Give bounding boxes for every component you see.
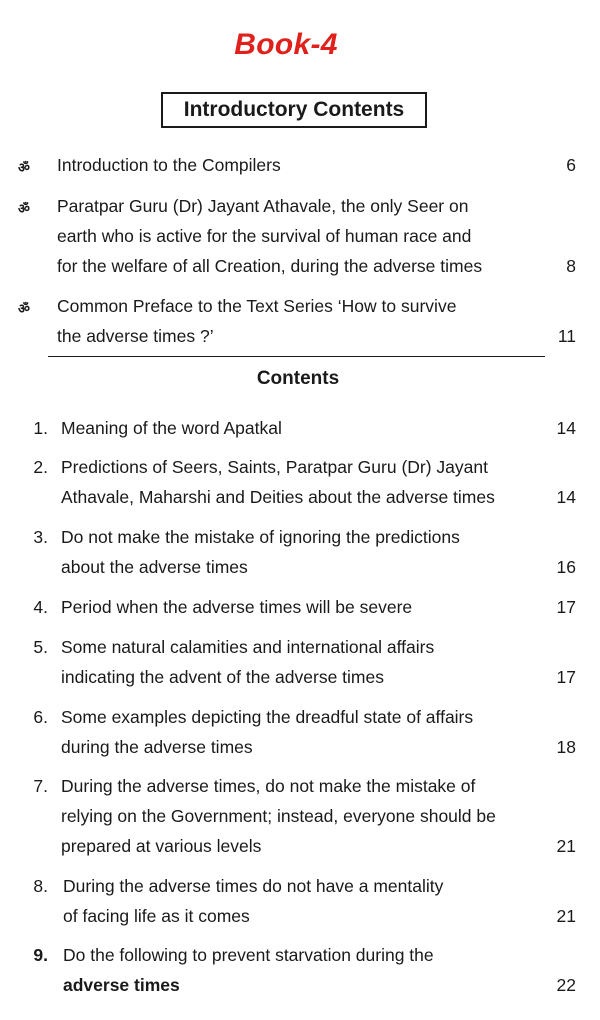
item-title: During the adverse times, do not make the mistake of relying on the Government; instead, everyone should be prepared at various levels <box>61 776 496 856</box>
item-page: 14 <box>556 418 576 438</box>
item-title: Some examples depicting the dreadful state of affairs during the adverse times <box>61 707 474 757</box>
intro-item-page: 8 <box>566 256 576 276</box>
item-page: 17 <box>556 667 576 687</box>
item-number: 6. <box>33 707 48 727</box>
item-title: Some natural calamities and international affairs indicating the advent of the adverse times <box>61 637 435 687</box>
om-symbol-icon <box>16 157 36 177</box>
svg-text:ॐ: ॐ <box>18 202 30 217</box>
item-page: 14 <box>556 487 576 507</box>
item-title: Period when the adverse times will be severe <box>61 597 413 617</box>
item-title: Do not make the mistake of ignoring the predictions about the adverse times <box>61 527 460 577</box>
intro-item-title: Common Preface to the Text Series ‘How to survive the adverse times ?’ <box>57 296 457 346</box>
intro-item-title: Paratpar Guru (Dr) Jayant Athavale, the only Seer on earth who is active for the survival of human race and for the welfare of all Creation, during the adverse times <box>57 196 483 276</box>
book-title: Book-4 <box>234 28 338 61</box>
section-divider <box>48 356 545 357</box>
contents-heading: Contents <box>256 368 340 389</box>
item-number: 5. <box>33 637 48 657</box>
intro-item-page: 11 <box>557 326 576 346</box>
intro-item-title: Introduction to the Compilers <box>57 155 281 175</box>
item-number: 8. <box>33 876 48 896</box>
item-page: 21 <box>556 836 576 856</box>
item-number: 1. <box>33 418 48 438</box>
item-page: 18 <box>556 737 576 757</box>
item-number: 7. <box>33 776 48 796</box>
item-title: Do the following to prevent starvation during the adverse times <box>63 945 434 995</box>
item-page: 21 <box>556 906 576 926</box>
item-number: 2. <box>33 457 48 477</box>
item-page: 17 <box>556 597 576 617</box>
item-title: During the adverse times do not have a mentality of facing life as it comes <box>63 876 444 926</box>
item-number: 4. <box>33 597 48 617</box>
intro-item-page: 6 <box>566 155 576 175</box>
item-page: 16 <box>556 557 576 577</box>
item-number: 3. <box>33 527 48 547</box>
item-number: 9. <box>33 945 48 965</box>
svg-text:ॐ: ॐ <box>18 161 30 176</box>
item-title: Meaning of the word Apatkal <box>61 418 282 438</box>
intro-contents-heading: Introductory Contents <box>161 92 427 128</box>
om-symbol-icon <box>16 298 36 318</box>
svg-text:ॐ: ॐ <box>18 302 30 317</box>
item-title: Predictions of Seers, Saints, Paratpar Guru (Dr) Jayant Athavale, Maharshi and Deities about the adverse times <box>61 457 495 507</box>
item-page: 22 <box>556 975 576 995</box>
om-symbol-icon <box>16 198 36 218</box>
